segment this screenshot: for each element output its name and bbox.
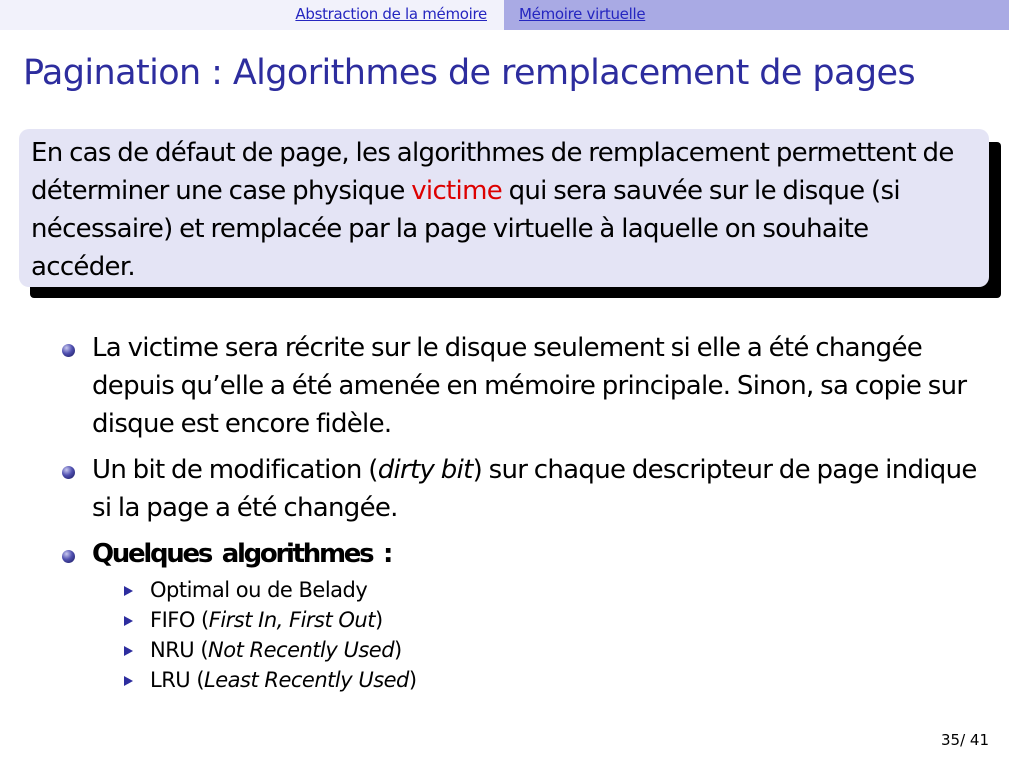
page-number: 35/ 41 xyxy=(941,731,989,749)
algorithm-close: ) xyxy=(374,608,383,632)
bullet-item-algorithms xyxy=(60,535,990,573)
algorithm-expansion: Not Recently Used xyxy=(208,638,395,662)
bullet-list xyxy=(60,329,990,581)
slide-title: Pagination : Algorithmes de remplacement de pages xyxy=(23,53,916,93)
nav-section-right xyxy=(504,0,1009,30)
victim-word: victime xyxy=(411,176,502,206)
triangle-bullet-icon xyxy=(124,676,133,686)
triangle-bullet-icon xyxy=(124,646,133,656)
algorithm-item-fifo xyxy=(122,605,417,635)
bullet-item-rewrite xyxy=(60,329,990,443)
algorithms-heading: Quelques algorithmes : xyxy=(92,539,392,569)
bullet-ball-icon xyxy=(62,550,75,563)
bullet-item-dirty-bit xyxy=(60,451,990,527)
bullet-ball-icon xyxy=(62,466,75,479)
highlight-block xyxy=(19,129,989,287)
block-text-start: En cas de défaut de page, les algorithmes de remplacement permettent de déterminer une case physique xyxy=(31,138,954,206)
triangle-bullet-icon xyxy=(124,586,133,596)
algorithm-name: LRU ( xyxy=(150,668,205,692)
nav-link-virtual-memory[interactable]: Mémoire virtuelle xyxy=(519,5,646,23)
block-text-end: qui sera sauvée sur le disque (si nécessaire) et remplacée par la page virtuelle à laquelle on souhaite accéder. xyxy=(31,176,900,282)
nav-link-abstraction[interactable]: Abstraction de la mémoire xyxy=(295,5,487,23)
bullet-text: La victime sera récrite sur le disque seulement si elle a été changée depuis qu’elle a été amenée en mémoire principale. Sinon, sa copie sur disque est encore fidèle. xyxy=(92,333,967,439)
algorithm-list xyxy=(122,575,417,695)
algorithm-item-optimal xyxy=(122,575,417,605)
dirty-bit-term: dirty bit xyxy=(377,455,473,485)
algorithm-item-lru xyxy=(122,665,417,695)
triangle-bullet-icon xyxy=(124,616,133,626)
algorithm-expansion: Least Recently Used xyxy=(204,668,409,692)
bullet-text-end: ) sur chaque descripteur de page indique si la page a été changée. xyxy=(92,455,977,523)
algorithm-name: FIFO ( xyxy=(150,608,209,632)
bullet-ball-icon xyxy=(62,344,75,357)
algorithm-name: NRU ( xyxy=(150,638,209,662)
algorithm-close: ) xyxy=(408,668,417,692)
navigation-bar xyxy=(0,0,1009,30)
algorithm-item-nru xyxy=(122,635,417,665)
nav-section-left xyxy=(0,0,504,30)
block-text xyxy=(31,134,977,286)
algorithm-expansion: First In, First Out xyxy=(208,608,375,632)
bullet-text-start: Un bit de modification ( xyxy=(92,455,378,485)
algorithm-close: ) xyxy=(394,638,402,662)
algorithm-name: Optimal ou de Belady xyxy=(150,578,368,602)
